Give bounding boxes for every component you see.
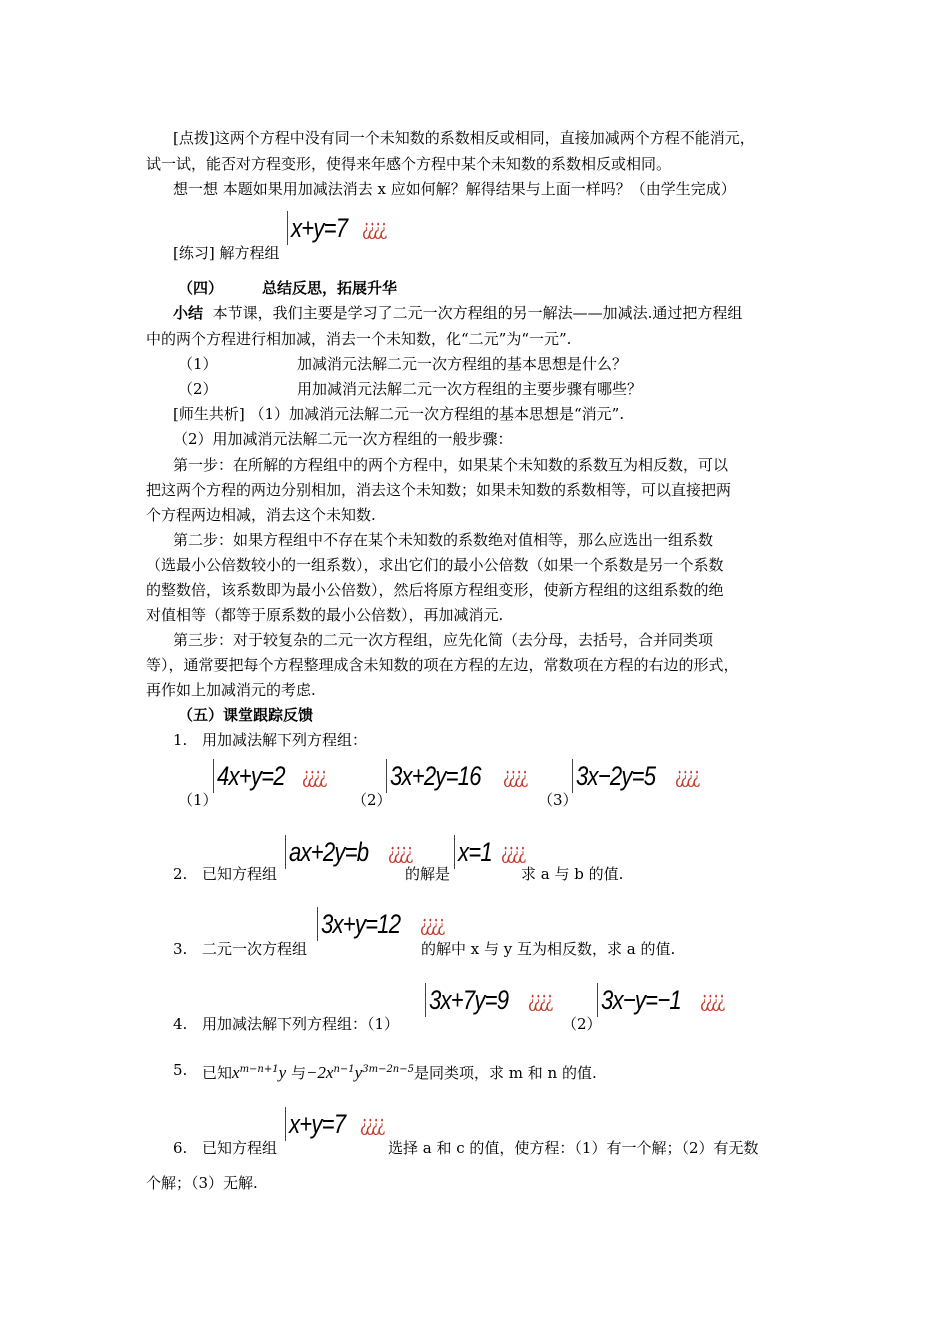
brace <box>425 983 426 1017</box>
exercise-5-prefix: 已知 <box>202 1064 233 1082</box>
term-2-coeff-x: −2x <box>305 1063 334 1082</box>
exercise-5-line <box>202 1060 597 1083</box>
exercise-3-number: 3. <box>173 940 188 958</box>
exercise-6-suffix: 选择 a 和 c 的值，使方程：（1）有一个解；（2）有无数 <box>388 1139 759 1157</box>
brace <box>386 759 387 793</box>
practice-label: [练习] 解方程组 <box>173 244 280 262</box>
exercise-2-prefix: 已知方程组 <box>202 865 278 883</box>
exercise-1a-label: （1） <box>178 791 218 809</box>
step2-line-2: （选最小公倍数较小的一组系数），求出它们的最小公倍数（如果一个系数是另一个系数 <box>146 556 724 574</box>
equation-placeholder-glyphs: ¿¿¿¿ <box>700 988 724 1012</box>
step2-line-1: 第二步：如果方程组中不存在某个未知数的系数绝对值相等，那么应选出一组系数 <box>173 531 714 549</box>
equation-placeholder-glyphs: ¿¿¿¿ <box>361 216 385 240</box>
exercise-6-line-2: 个解；（3）无解. <box>146 1174 258 1192</box>
exercise-5-number: 5. <box>173 1061 188 1079</box>
summary-label: 小结 <box>173 304 204 322</box>
equation-placeholder-glyphs: ¿¿¿¿ <box>359 1112 383 1136</box>
exercise-6-number: 6. <box>173 1139 188 1157</box>
exercise-2-number: 2. <box>173 865 188 883</box>
question-1-text: 加减消元法解二元一次方程组的基本思想是什么？ <box>297 355 628 373</box>
term-1-x-exponent: m−n+1 <box>239 1064 279 1075</box>
equation-formula: 3x−2y=5 <box>576 760 656 791</box>
equation-placeholder-glyphs: ¿¿¿¿ <box>501 840 525 864</box>
think-line: 想一想 本题如果用加减法消去 x 应如何解？解得结果与上面一样吗？（由学生完成） <box>173 180 736 198</box>
exercise-2-middle: 的解是 <box>405 865 451 883</box>
exercise-6-prefix: 已知方程组 <box>202 1139 278 1157</box>
brace <box>285 1107 286 1141</box>
section4-heading-number: （四） <box>178 279 224 297</box>
brace <box>285 835 286 869</box>
equation-formula: 3x+7y=9 <box>429 984 509 1015</box>
equation-formula: 3x−y=−1 <box>601 984 681 1015</box>
exercise-5-and: 与 <box>290 1064 306 1082</box>
step3-line-2: 等），通常要把每个方程整理成含未知数的项在方程的左边，常数项在方程的右边的形式， <box>146 656 739 674</box>
section5-heading: （五）课堂跟踪反馈 <box>178 706 314 724</box>
exercise-2-equation <box>285 832 421 872</box>
equation-formula: 3x+2y=16 <box>390 760 481 791</box>
equation-placeholder-glyphs: ¿¿¿¿ <box>527 988 551 1012</box>
brace <box>597 983 598 1017</box>
term-1-x: x <box>232 1063 240 1082</box>
term-1-y: y <box>278 1063 287 1082</box>
term-2-x-exponent: n−1 <box>333 1064 355 1075</box>
step3-line-3: 再作如上加减消元的考虑. <box>146 681 316 699</box>
exercise-1a-equation <box>213 756 335 796</box>
summary-text-1: 本节课，我们主要是学习了二元一次方程组的另一解法——加减法.通过把方程组 <box>212 304 743 322</box>
summary-line-1 <box>173 303 742 323</box>
equation-formula: 3x+y=12 <box>321 908 401 939</box>
exercise-2-suffix: 求 a 与 b 的值. <box>521 865 624 883</box>
exercise-6-equation <box>285 1104 393 1144</box>
equation-placeholder-glyphs: ¿¿¿¿ <box>502 764 526 788</box>
term-2-y: y <box>354 1063 363 1082</box>
hint-line-1: [点拨]这两个方程中没有同一个未知数的系数相反或相同，直接加减两个方程不能消元， <box>173 129 755 147</box>
brace <box>287 211 288 245</box>
exercise-4-text: 用加减法解下列方程组：（1） <box>202 1015 400 1033</box>
exercise-4b-equation <box>597 980 733 1020</box>
exercise-3-equation <box>317 904 453 944</box>
hint-line-2: 试一试，能否对方程变形，使得来年感个方程中某个未知数的系数相反或相同。 <box>146 155 672 173</box>
exercise-4b-label: （2） <box>562 1015 602 1033</box>
summary-line-2: 中的两个方程进行相加减，消去一个未知数，化“二元”为“一元”. <box>146 330 572 348</box>
term-2-y-exponent: 3m−2n−5 <box>362 1064 414 1075</box>
step1-line-3: 个方程两边相减，消去这个未知数. <box>146 506 376 524</box>
equation-formula: x+y=7 <box>289 1108 346 1139</box>
equation-formula: x+y=7 <box>291 212 348 243</box>
step1-line-1: 第一步：在所解的方程组中的两个方程中，如果某个未知数的系数互为相反数，可以 <box>173 456 729 474</box>
brace <box>572 759 573 793</box>
question-2-number: （2） <box>178 380 218 398</box>
solution-formula: x=1 <box>458 836 492 867</box>
exercise-1b-equation <box>386 756 536 796</box>
exercise-3-prefix: 二元一次方程组 <box>202 940 308 958</box>
brace <box>317 907 318 941</box>
equation-placeholder-glyphs: ¿¿¿¿ <box>301 764 325 788</box>
exercise-1c-label: （3） <box>538 791 578 809</box>
practice-equation <box>287 208 395 248</box>
exercise-1b-label: （2） <box>352 791 392 809</box>
equation-placeholder-glyphs: ¿¿¿¿ <box>674 764 698 788</box>
step2-line-4: 对值相等（都等于原系数的最小公倍数），再加减消元. <box>146 606 504 624</box>
equation-formula: ax+2y=b <box>289 836 369 867</box>
exercise-1c-equation <box>572 756 708 796</box>
exercise-1-text: 用加减法解下列方程组： <box>202 731 368 749</box>
exercise-4a-equation <box>425 980 561 1020</box>
question-2-text: 用加减消元法解二元一次方程组的主要步骤有哪些？ <box>297 380 643 398</box>
exercise-5-suffix: 是同类项，求 m 和 n 的值. <box>414 1064 597 1082</box>
brace <box>454 835 455 869</box>
step1-line-2: 把这两个方程的两边分别相加，消去这个未知数；如果未知数的系数相等，可以直接把两 <box>146 481 732 499</box>
exercise-4-number: 4. <box>173 1015 188 1033</box>
step3-line-1: 第三步：对于较复杂的二元一次方程组，应先化简（去分母，去括号，合并同类项 <box>173 631 714 649</box>
equation-placeholder-glyphs: ¿¿¿¿ <box>419 912 443 936</box>
brace <box>213 759 214 793</box>
steps-title: （2）用加减消元法解二元一次方程组的一般步骤： <box>173 430 513 448</box>
equation-placeholder-glyphs: ¿¿¿¿ <box>387 840 411 864</box>
equation-formula: 4x+y=2 <box>217 760 285 791</box>
step2-line-3: 的整数倍，该系数即为最小公倍数），然后将原方程组变形，使新方程组的这组系数的绝 <box>146 581 724 599</box>
section4-heading: 总结反思，拓展升华 <box>262 279 398 297</box>
exercise-1-number: 1. <box>173 731 188 749</box>
exercise-3-suffix: 的解中 x 与 y 互为相反数，求 a 的值. <box>421 940 676 958</box>
question-1-number: （1） <box>178 355 218 373</box>
analysis-line: [师生共析] （1）加减消元法解二元一次方程组的基本思想是“消元”. <box>173 405 625 423</box>
